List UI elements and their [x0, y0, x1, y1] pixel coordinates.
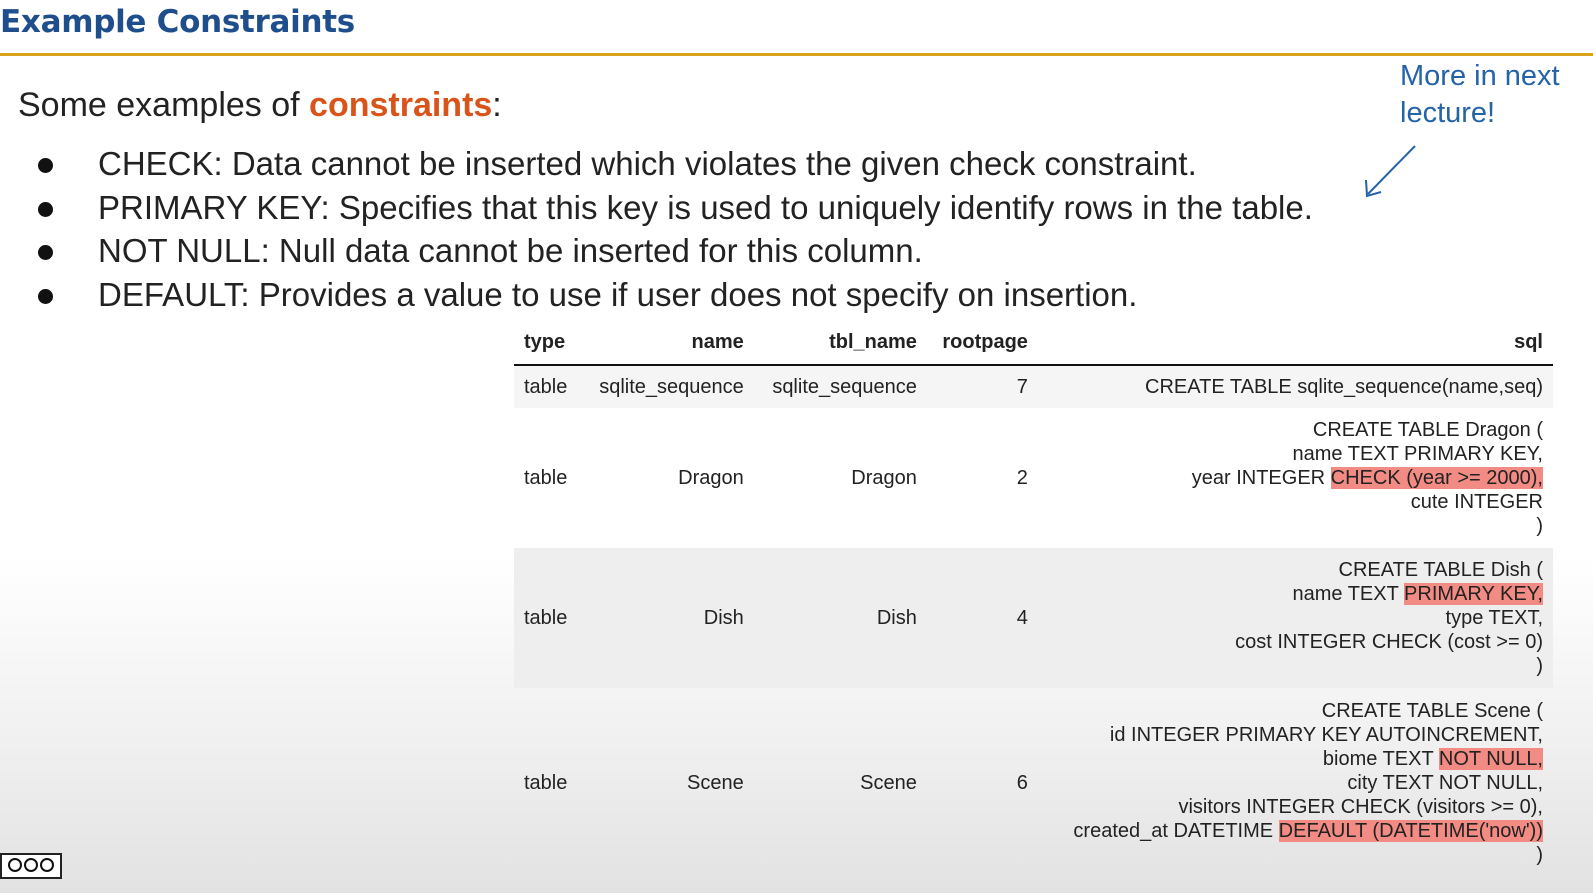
- bullet-dot-icon: [38, 245, 53, 260]
- sql-text: type TEXT,: [1445, 607, 1543, 629]
- table-row: [514, 548, 1553, 688]
- bullet-text: PRIMARY KEY: Specifies that this key is used to uniquely identify rows in the table.: [98, 188, 1313, 226]
- cell-name: sqlite_sequence: [599, 375, 744, 398]
- sql-text: CREATE TABLE Dish (: [1338, 559, 1543, 581]
- sql-text: created_at DATETIME: [1073, 820, 1279, 842]
- cell-name: Dragon: [678, 466, 744, 489]
- bullet-dot-icon: [38, 202, 53, 217]
- sql-text: biome TEXT: [1322, 748, 1439, 770]
- note-line-1: More in next: [1400, 60, 1560, 92]
- slide-title: Example Constraints: [0, 4, 355, 40]
- sql-text: ): [1536, 655, 1543, 677]
- intro-keyword: constraints: [309, 86, 493, 124]
- sql-line: [1048, 442, 1543, 466]
- sql-constraint-highlight: NOT NULL,: [1438, 748, 1543, 770]
- header-type: type: [524, 330, 566, 353]
- sql-text: cute INTEGER: [1410, 491, 1543, 513]
- sql-text: name TEXT PRIMARY KEY,: [1292, 443, 1543, 465]
- cell-name: Scene: [687, 771, 744, 794]
- sql-line: [1048, 699, 1543, 723]
- bullet-text: DEFAULT: Provides a value to use if user does not specify on insertion.: [98, 275, 1138, 313]
- sql-line: [1048, 490, 1543, 514]
- sql-text: CREATE TABLE Dragon (: [1312, 419, 1543, 441]
- sql-line: [1048, 582, 1543, 606]
- cell-rootpage: 6: [1016, 771, 1028, 794]
- sql-line: [1048, 795, 1543, 819]
- bullet-text: NOT NULL: Null data cannot be inserted for this column.: [98, 232, 923, 269]
- sql-line: [1048, 375, 1543, 399]
- sql-constraint-highlight: PRIMARY KEY,: [1404, 583, 1543, 605]
- sql-text: year INTEGER: [1191, 467, 1331, 489]
- cell-sql: [1038, 548, 1553, 688]
- sql-text: visitors INTEGER CHECK (visitors >= 0),: [1178, 796, 1543, 818]
- sqlite-master-table: [514, 322, 1553, 878]
- sql-line: [1048, 630, 1543, 654]
- cell-type: table: [524, 466, 568, 489]
- sql-line: [1048, 466, 1543, 490]
- cell-rootpage: 4: [1016, 606, 1028, 629]
- bullet-text: CHECK: Data cannot be inserted which violates the given check constraint.: [98, 145, 1197, 182]
- sql-text: id INTEGER PRIMARY KEY AUTOINCREMENT,: [1109, 724, 1543, 746]
- annotation-arrow-icon: [1360, 140, 1420, 202]
- creative-commons-badge-icon: [0, 853, 62, 879]
- sql-constraint-highlight: DEFAULT (DATETIME('now')): [1278, 820, 1543, 842]
- header-tbl-name: tbl_name: [829, 330, 917, 353]
- sql-text: CREATE TABLE Scene (: [1321, 700, 1543, 722]
- sql-line: [1048, 558, 1543, 582]
- sql-line: [1048, 771, 1543, 795]
- cell-sql: [1038, 408, 1553, 548]
- cell-sql: [1038, 688, 1553, 878]
- sql-text: city TEXT NOT NULL,: [1347, 772, 1543, 794]
- sql-line: [1048, 654, 1543, 678]
- sql-line: [1048, 606, 1543, 630]
- cell-rootpage: 7: [1016, 375, 1028, 398]
- intro-suffix: :: [492, 86, 502, 124]
- sql-line: [1048, 843, 1543, 867]
- header-name: name: [691, 330, 744, 353]
- sql-line: [1048, 418, 1543, 442]
- title-divider: [0, 53, 1593, 56]
- cell-name: Dish: [703, 606, 744, 629]
- cell-sql: [1038, 365, 1553, 408]
- sql-line: [1048, 723, 1543, 747]
- cell-tbl-name: Dragon: [851, 466, 917, 489]
- note-line-2: lecture!: [1400, 97, 1496, 129]
- cell-tbl-name: Dish: [876, 606, 917, 629]
- sql-text: cost INTEGER CHECK (cost >= 0): [1235, 631, 1543, 653]
- sql-line: [1048, 819, 1543, 843]
- sql-text: CREATE TABLE sqlite_sequence(name,seq): [1145, 376, 1543, 398]
- header-sql: sql: [1514, 330, 1543, 353]
- table-row: [514, 365, 1553, 408]
- intro-text: [18, 86, 502, 125]
- cell-tbl-name: sqlite_sequence: [772, 375, 917, 398]
- bullet-dot-icon: [38, 158, 53, 173]
- cell-type: table: [524, 375, 568, 398]
- bullet-dot-icon: [38, 289, 53, 304]
- sql-text: ): [1536, 515, 1543, 537]
- cell-tbl-name: Scene: [860, 771, 917, 794]
- handwritten-note: [1400, 58, 1560, 132]
- sql-text: name TEXT: [1292, 583, 1405, 605]
- cell-type: table: [524, 771, 568, 794]
- header-rootpage: rootpage: [942, 330, 1028, 353]
- sql-constraint-highlight: CHECK (year >= 2000),: [1330, 467, 1543, 489]
- cell-rootpage: 2: [1016, 466, 1028, 489]
- intro-prefix: Some examples of: [18, 86, 310, 124]
- sql-text: ): [1536, 844, 1543, 866]
- table-row: [514, 408, 1553, 548]
- table-row: [514, 688, 1553, 878]
- sql-line: [1048, 747, 1543, 771]
- table-header-row: [514, 322, 1553, 365]
- cell-type: table: [524, 606, 568, 629]
- sql-line: [1048, 514, 1543, 538]
